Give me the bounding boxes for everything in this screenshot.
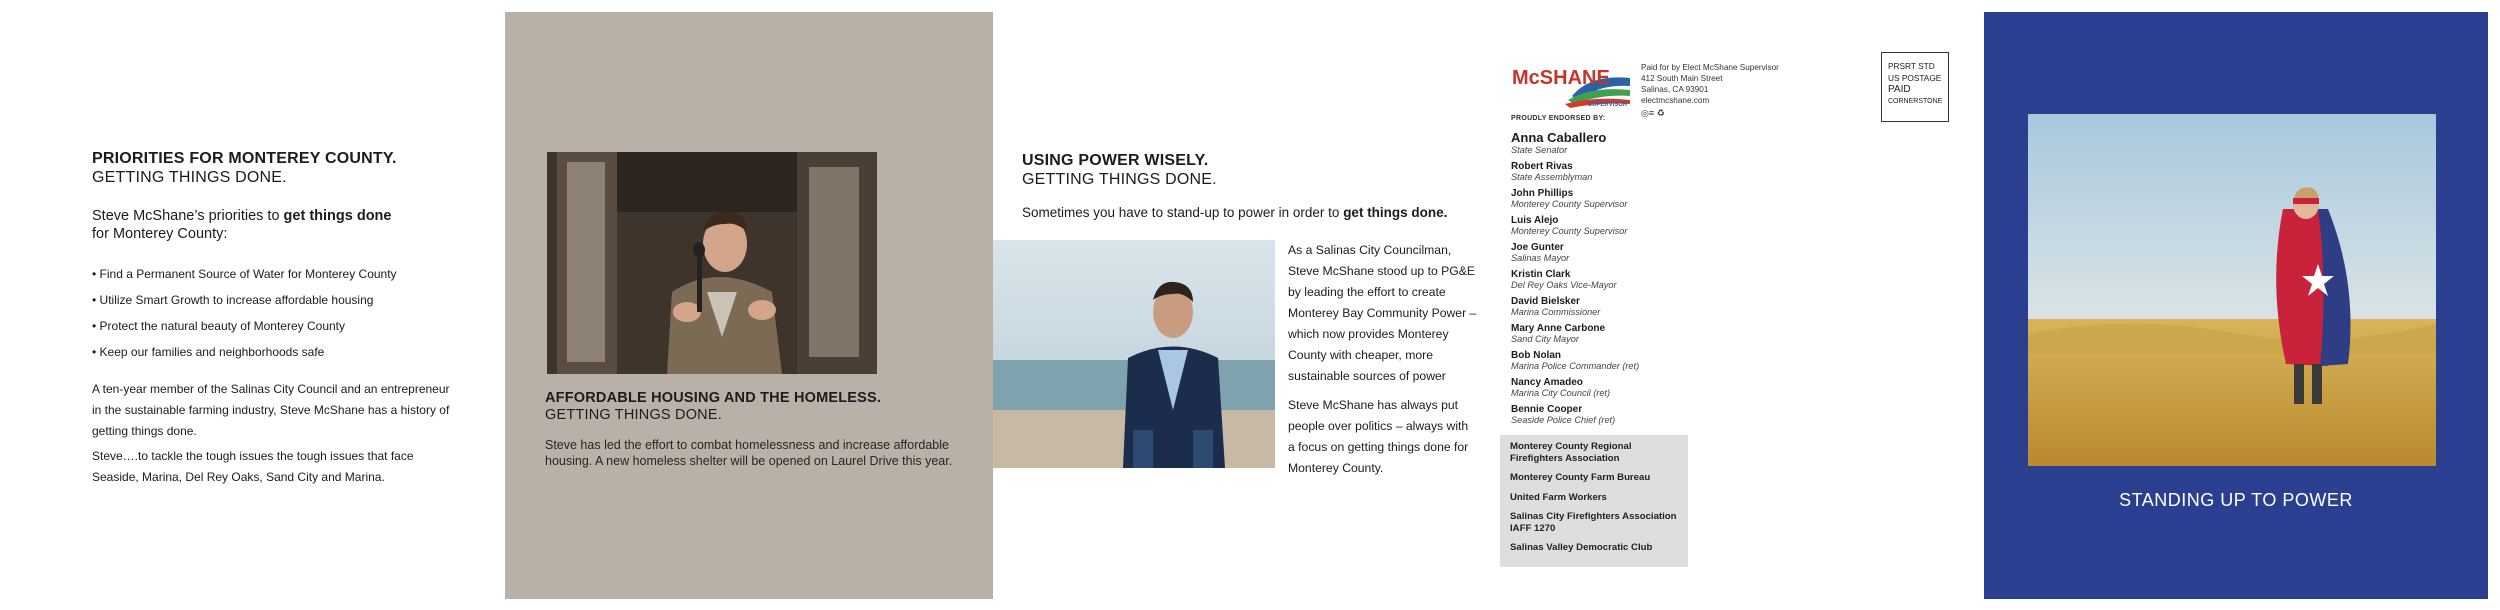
housing-text [545, 390, 975, 469]
list-item: • Protect the natural beauty of Monterey County [92, 319, 346, 333]
list-item: Bob Nolan Marina Police Commander (ret) [1511, 350, 1640, 371]
candidate-beach-photo [993, 240, 1275, 468]
issues-paragraph: Steve….to tackle the tough issues the tough issues that face Seaside, Marina, Del Rey Oaks, Sand City and Marina. [92, 449, 414, 484]
list-item: Monterey County Regional Firefighters Association [1510, 441, 1632, 464]
list-item: Monterey County Farm Bureau [1510, 472, 1651, 483]
list-item: United Farm Workers [1510, 491, 1607, 503]
endorsed-label: PROUDLY ENDORSED BY: [1511, 115, 1606, 122]
list-item: David Bielsker Marina Commissioner [1511, 296, 1601, 317]
list-item: Salinas Valley Democratic Club [1510, 542, 1653, 553]
list-item: Nancy Amadeo Marina City Council (ret) [1511, 377, 1611, 398]
mcshane-logo [1510, 56, 1630, 108]
list-item: Joe Gunter Salinas Mayor [1511, 242, 1570, 263]
priorities-panel [92, 150, 462, 488]
list-item: • Find a Permanent Source of Water for Monterey County [92, 267, 397, 281]
child-superhero-photo [2028, 114, 2436, 466]
power-heading: USING POWER WISELY. [1022, 152, 1209, 169]
priorities-intro: Steve McShane’s priorities to get things done for Monterey County: [92, 208, 392, 242]
housing-heading: AFFORDABLE HOUSING AND THE HOMELESS. [545, 390, 882, 406]
list-item: Luis Alejo Monterey County Supervisor [1511, 215, 1628, 236]
priorities-list [92, 261, 462, 365]
priorities-subheading: GETTING THINGS DONE. [92, 169, 287, 186]
cover-caption: STANDING UP TO POWER [2119, 490, 2353, 510]
cover-panel [1984, 12, 2488, 599]
power-header [1022, 152, 1492, 220]
list-item: Bennie Cooper Seaside Police Chief (ret) [1511, 404, 1616, 425]
bio-paragraph: A ten-year member of the Salinas City Council and an entrepreneur in the sustainable farming industry, Steve McShane has a history of getting things done. [92, 382, 450, 438]
union-recycle-icons: ◎≡ ♻ [1641, 108, 1665, 118]
svg-text:SUPERVISOR: SUPERVISOR [1588, 102, 1628, 108]
housing-panel [505, 12, 993, 599]
list-item: • Utilize Smart Growth to increase affordable housing [92, 293, 374, 307]
housing-body: Steve has led the effort to combat homelessness and increase affordable housing. A new homeless shelter will be opened on Laurel Drive this year. [545, 438, 953, 468]
organizations-box [1500, 435, 1688, 567]
power-subheading: GETTING THINGS DONE. [1022, 171, 1217, 188]
list-item: Anna Caballero State Senator [1511, 130, 1607, 155]
paid-for-disclosure: Paid for by Elect McShane Supervisor 412 South Main Street Salinas, CA 93901 electmcshane.com ◎≡ ♻ [1641, 63, 1779, 118]
list-item: Robert Rivas State Assemblyman [1511, 161, 1593, 182]
endorsers-list [1511, 130, 1691, 426]
list-item: John Phillips Monterey County Supervisor [1511, 188, 1628, 209]
power-paragraph-2: Steve McShane has always put people over politics – always with a focus on getting things done for Monterey County. [1288, 398, 1469, 475]
list-item: • Keep our families and neighborhoods safe [92, 345, 325, 359]
power-intro: Sometimes you have to stand-up to power in order to get things done. [1022, 205, 1448, 220]
list-item: Salinas City Firefighters Association IAFF 1270 [1510, 511, 1677, 534]
power-body [1288, 240, 1478, 479]
power-paragraph-1: As a Salinas City Councilman, Steve McShane stood up to PG&E by leading the effort to create Monterey Bay Community Power – which now provides Monterey County with cheaper, more sustainable sources of power [1288, 243, 1477, 383]
list-item: Kristin Clark Del Rey Oaks Vice-Mayor [1511, 269, 1617, 290]
list-item: Mary Anne Carbone Sand City Mayor [1511, 323, 1606, 344]
candidate-speaking-photo [547, 152, 877, 374]
priorities-heading: PRIORITIES FOR MONTEREY COUNTY. [92, 150, 397, 167]
housing-subheading: GETTING THINGS DONE. [545, 407, 722, 423]
postage-indicia: PRSRT STD US POSTAGE PAID CORNERSTONE [1881, 52, 1949, 122]
svg-text:McSHANE: McSHANE [1512, 67, 1610, 89]
